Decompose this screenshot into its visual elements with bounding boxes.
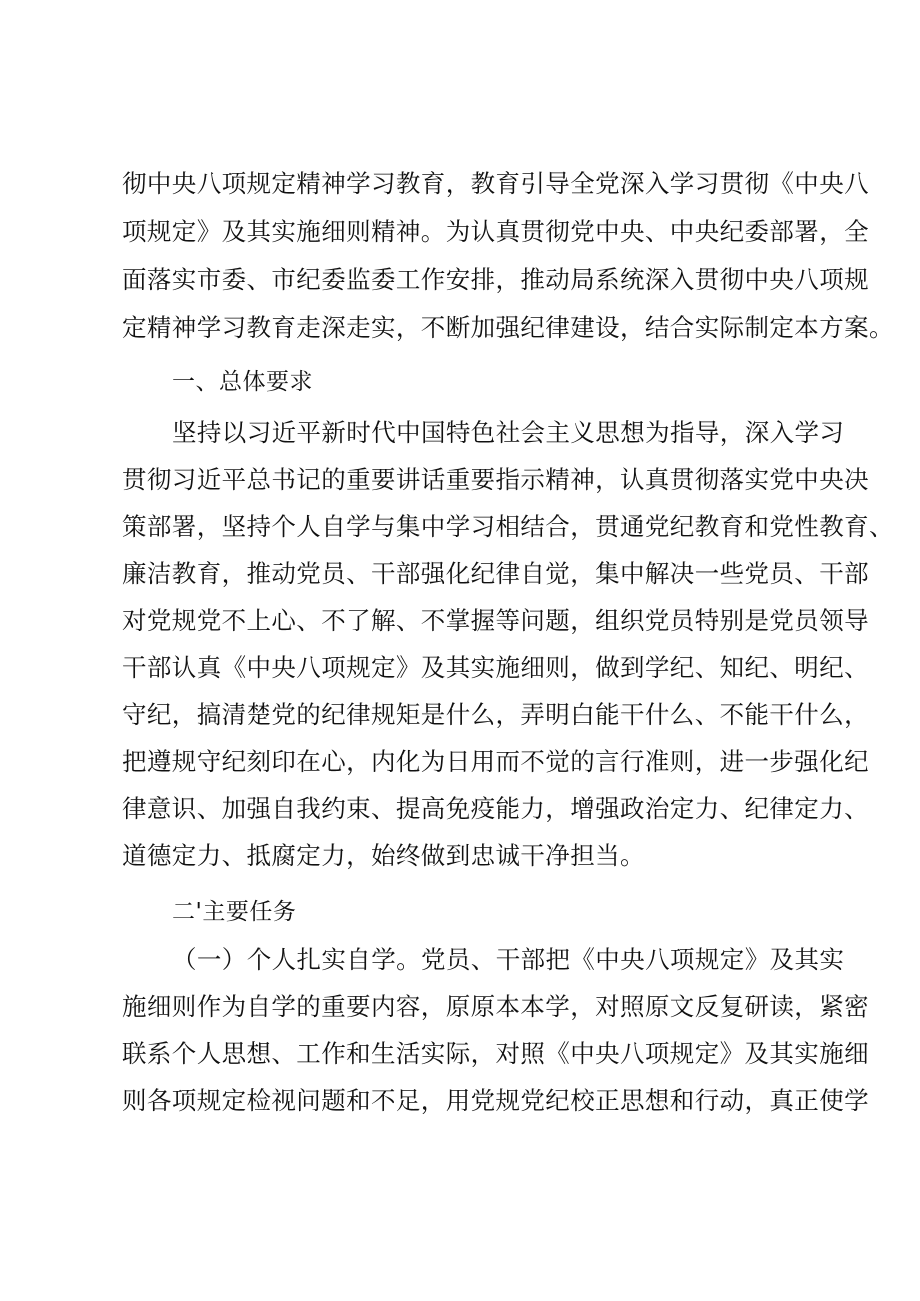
body-text-line: 律意识、加强自我约束、提高免疫能力，增强政治定力、纪律定力、	[122, 794, 869, 823]
body-text-line: 廉洁教育，推动党员、干部强化纪律自觉，集中解决一些党员、干部	[122, 559, 869, 588]
body-text-line: 则各项规定检视问题和不足，用党规党纪校正思想和行动，真正使学	[122, 1086, 869, 1115]
body-text-line: 彻中央八项规定精神学习教育，教育引导全党深入学习贯彻《中央八	[122, 169, 869, 198]
section-heading: 一、总体要求	[172, 369, 313, 395]
body-text-line: 施细则作为自学的重要内容，原原本本学，对照原文反复研读，紧密	[122, 992, 869, 1021]
body-text-line: 贯彻习近平总书记的重要讲话重要指示精神，认真贯彻落实党中央决	[122, 465, 869, 494]
section-heading: 二'主要任务	[172, 899, 297, 925]
body-text-line: 策部署，坚持个人自学与集中学习相结合，贯通党纪教育和党性教育、	[122, 512, 894, 541]
body-text-line: （一）个人扎实自学。党员、干部把《中央八项规定》及其实	[172, 945, 845, 974]
body-text-line: 定精神学习教育走深走实，不断加强纪律建设，结合实际制定本方案。	[122, 313, 894, 342]
body-text-line: 面落实市委、市纪委监委工作安排，推动局系统深入贯彻中央八项规	[122, 265, 869, 294]
body-text-line: 道德定力、抵腐定力，始终做到忠诚干净担当。	[122, 841, 645, 870]
body-text-line: 联系个人思想、工作和生活实际，对照《中央八项规定》及其实施细	[122, 1039, 869, 1068]
body-text-line: 对党规党不上心、不了解、不掌握等问题，组织党员特别是党员领导	[122, 606, 869, 635]
body-text-line: 守纪，搞清楚党的纪律规矩是什么，弄明白能干什么、不能干什么，	[122, 700, 869, 729]
body-text-line: 把遵规守纪刻印在心，内化为日用而不觉的言行准则，进一步强化纪	[122, 747, 869, 776]
body-text-line: 项规定》及其实施细则精神。为认真贯彻党中央、中央纪委部署，全	[122, 217, 869, 246]
body-text-line: 干部认真《中央八项规定》及其实施细则，做到学纪、知纪、明纪、	[122, 653, 869, 682]
body-text-line: 坚持以习近平新时代中国特色社会主义思想为指导，深入学习	[172, 418, 845, 447]
